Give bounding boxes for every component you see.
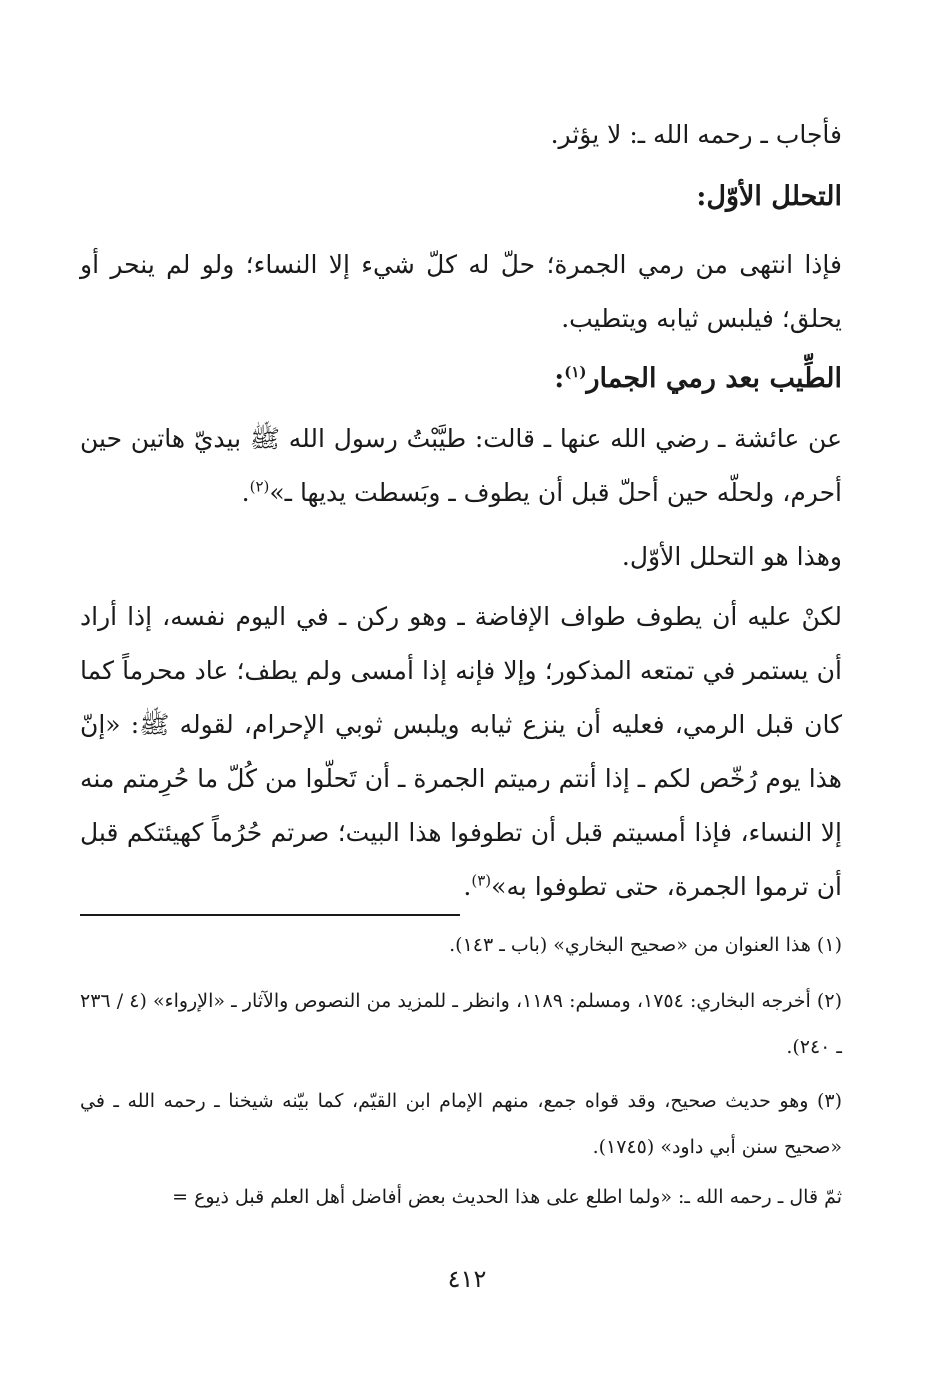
footnote-1: (١) هذا العنوان من «صحيح البخاري» (باب ـ ١٤٣). [449, 934, 842, 956]
footnote-ref-2: (٢) [249, 477, 270, 496]
heading-perfume-text: الطِّيب بعد رمي الجمار [586, 363, 842, 394]
heading-perfume-after-stoning [80, 352, 842, 406]
heading-first-tahallul: التحلل الأوّل: [696, 181, 842, 212]
paragraph-answer: فأجاب ـ رحمه الله ـ: لا يؤثر. [550, 120, 842, 149]
paragraph-tawaf-ifadah [80, 590, 842, 914]
footnote-3: (٣) وهو حديث صحيح، وقد قواه جمع، منهم الإمام ابن القيّم، كما بيّنه شيخنا ـ رحمه الله ـ في «صحيح سنن أبي داود» (١٧٤٥). [80, 1090, 842, 1158]
paragraph-aisha-hadith [80, 412, 842, 520]
paragraph-this-is-first: وهذا هو التحلل الأوّل. [621, 542, 842, 571]
footnote-ref-3: (٣) [471, 871, 492, 890]
tawaf-ifadah-end: . [463, 872, 472, 901]
page-number: ٤١٢ [447, 1265, 487, 1293]
aisha-hadith-end: . [241, 478, 250, 507]
footnote-separator [80, 914, 460, 916]
footnote-ref-1: (١) [564, 363, 587, 381]
tawaf-ifadah-text: لكنْ عليه أن يطوف طواف الإفاضة ـ وهو ركن ـ في اليوم نفسه، إذا أراد أن يستمر في تمتعه المذكور؛ وإلا فإنه إذا أمسى ولم يطف؛ عاد محرماً كما كان قبل الرمي، فعليه أن ينزع ثيابه ويلبس ثوبي الإحرام، لقوله ﷺ: «إنّ هذا يوم رُخّص لكم ـ إذا أنتم رميتم الجمرة ـ أن تَحلّوا من كُلّ ما حُرِمتم منه إلا النساء، فإذا أمسيتم قبل أن تطوفوا هذا البيت؛ صرتم حُرُماً كهيئتكم قبل أن ترموا الجمرة، حتى تطوفوا به» [80, 602, 842, 901]
heading-perfume-colon: : [554, 363, 565, 394]
footnote-continuation: ثمّ قال ـ رحمه الله ـ: «ولما اطلع على هذا الحديث بعض أفاضل أهل العلم قبل ذيوع = [172, 1186, 842, 1208]
aisha-hadith-text: عن عائشة ـ رضي الله عنها ـ قالت: طيَّبْتُ رسول الله ﷺ بيديّ هاتين حين أحرم، ولحلّه حين أحلّ قبل أن يطوف ـ وبَسطت يديها ـ» [80, 424, 842, 507]
footnote-2: (٢) أخرجه البخاري: ١٧٥٤، ومسلم: ١١٨٩، وانظر ـ للمزيد من النصوص والآثار ـ «الإرواء» (٤ / ٢٣٦ ـ ٢٤٠). [80, 990, 842, 1058]
paragraph-first-tahallul: فإذا انتهى من رمي الجمرة؛ حلّ له كلّ شيء إلا النساء؛ ولو لم ينحر أو يحلق؛ فيلبس ثيابه ويتطيب. [80, 250, 842, 333]
